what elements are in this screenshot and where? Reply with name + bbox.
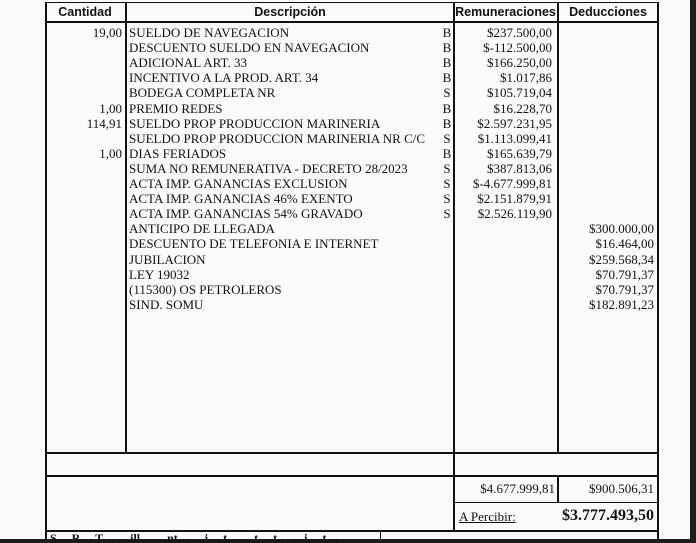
total-remuneraciones: $4.677.999,81 [480,481,555,496]
row-cantidad [48,236,122,251]
table-right-border [657,2,659,539]
row-descripcion: ACTA IMP. GANANCIAS 46% EXENTO [129,191,353,207]
row-remuneracion: $165.639,79 [487,145,552,161]
totals-column-divider [557,475,559,503]
row-tipo: S [443,176,451,191]
row-descripcion: SUELDO PROP PRODUCCION MARINERIA [129,115,381,131]
header-remuneraciones: Remuneraciones [455,5,556,19]
row-deduccion [560,101,654,116]
row-tipo: S [443,191,451,207]
row-tipo: S [443,85,451,101]
row-tipo: S [443,130,451,146]
row-descripcion: JUBILACION [129,251,206,267]
row-tipo [440,297,454,312]
row-descripcion: BODEGA COMPLETA NR [129,85,276,101]
row-descripcion: SUELDO DE NAVEGACION [129,25,290,40]
header-bottom-border [45,21,659,23]
row-tipo: B [442,55,452,71]
row-cantidad: 114,91 [86,115,122,131]
row-cantidad [48,131,122,146]
row-cantidad [48,282,122,297]
row-cantidad [48,85,122,100]
blank-row-bottom-border [45,475,659,477]
row-remuneracion: $-112.500,00 [483,40,552,56]
row-tipo: B [442,145,452,161]
row-remuneracion: $16.228,70 [493,100,552,116]
row-tipo: S [443,206,451,222]
row-tipo: B [442,115,452,131]
row-remuneracion [455,267,552,282]
row-descripcion: ACTA IMP. GANANCIAS EXCLUSION [129,176,348,191]
row-deduccion: $16.464,00 [595,236,654,252]
row-deduccion [560,191,654,206]
row-tipo: B [442,70,452,86]
row-descripcion: ADICIONAL ART. 33 [129,55,248,71]
row-tipo [440,282,454,297]
a-percibir-label: A Percibir: [459,509,516,524]
row-cantidad [48,176,122,191]
row-deduccion [560,146,654,161]
row-deduccion [560,40,654,55]
row-cantidad [48,267,122,282]
a-percibir-amount: $3.777.493,50 [562,507,654,524]
row-deduccion [560,206,654,221]
row-cantidad: 1,00 [99,100,122,116]
row-deduccion: $70.791,37 [595,281,654,297]
row-remuneracion: $2.597.231,95 [477,115,552,131]
row-descripcion: ANTICIPO DE LLEGADA [129,221,275,237]
row-descripcion: ACTA IMP. GANANCIAS 54% GRAVADO [129,206,363,222]
row-descripcion: INCENTIVO A LA PROD. ART. 34 [129,70,319,86]
column-divider-cantidad [125,2,127,454]
column-divider-remuneraciones [557,2,559,454]
row-remuneracion: $1.113.099,41 [477,130,552,146]
row-descripcion: DESCUENTO SUELDO EN NAVEGACION [129,40,370,56]
header-descripcion: Descripción [254,5,326,19]
row-remuneracion [455,282,552,297]
row-remuneracion: $166.250,00 [487,55,552,71]
footer-partial-divider [380,530,381,539]
row-remuneracion: $2.151.879,91 [477,191,552,207]
row-cantidad: 19,00 [92,25,122,40]
row-deduccion: $259.568,34 [589,251,654,267]
footer-top-border [45,530,659,532]
row-cantidad [48,191,122,206]
row-remuneracion: $-4.677.999,81 [472,176,552,191]
row-deduccion [560,116,654,131]
row-cantidad [48,55,122,70]
row-deduccion: $70.791,37 [595,266,654,282]
row-cantidad [48,40,122,55]
row-tipo [440,236,454,251]
row-cantidad [48,221,122,236]
row-descripcion: SIND. SOMU [129,296,204,312]
row-deduccion [560,55,654,70]
row-descripcion: (115300) OS PETROLEROS [129,281,282,297]
row-tipo [440,221,454,236]
body-bottom-border [45,452,659,454]
row-cantidad [48,206,122,221]
row-cantidad [48,70,122,85]
row-deduccion [560,25,654,40]
row-tipo: B [442,100,452,116]
header-deducciones: Deducciones [569,5,647,19]
total-deducciones: $900.506,31 [589,481,654,496]
row-remuneracion: $237.500,00 [487,25,552,40]
row-deduccion: $300.000,00 [589,221,654,237]
row-tipo [440,267,454,282]
row-cantidad [48,161,122,176]
row-descripcion: SUMA NO REMUNERATIVA - DECRETO 28/2023 [129,160,408,176]
row-cantidad: 1,00 [99,145,122,161]
row-deduccion [560,176,654,191]
row-descripcion: DESCUENTO DE TELEFONIA E INTERNET [129,236,379,252]
row-deduccion: $182.891,23 [589,296,654,312]
row-tipo: S [443,160,451,176]
row-deduccion [560,131,654,146]
row-descripcion: SUELDO PROP PRODUCCION MARINERIA NR C/C [129,130,426,146]
header-cantidad: Cantidad [58,5,112,19]
row-tipo [440,252,454,267]
row-remuneracion: $2.526.119,90 [477,206,552,222]
row-descripcion: LEY 19032 [129,266,190,282]
row-remuneracion [455,221,552,236]
row-descripcion: PREMIO REDES [129,100,223,116]
row-deduccion [560,70,654,85]
row-remuneracion: $387.813,06 [487,160,552,176]
row-descripcion: DIAS FERIADOS [129,145,227,161]
row-remuneracion [455,297,552,312]
row-remuneracion: $105.719,04 [487,85,552,101]
row-remuneracion: $1.017,86 [500,70,552,86]
footer-partial-text: S… R… T… …ill… …nt… …i… t… …t… t… …i… t… [50,533,339,543]
row-cantidad [48,297,122,312]
row-tipo: B [442,40,452,56]
row-cantidad [48,252,122,267]
row-remuneracion [455,236,552,251]
row-deduccion [560,85,654,100]
table-top-border [45,2,659,3]
row-remuneracion [455,252,552,267]
row-deduccion [560,161,654,176]
row-tipo: B [442,25,452,40]
table-left-border [45,2,47,539]
